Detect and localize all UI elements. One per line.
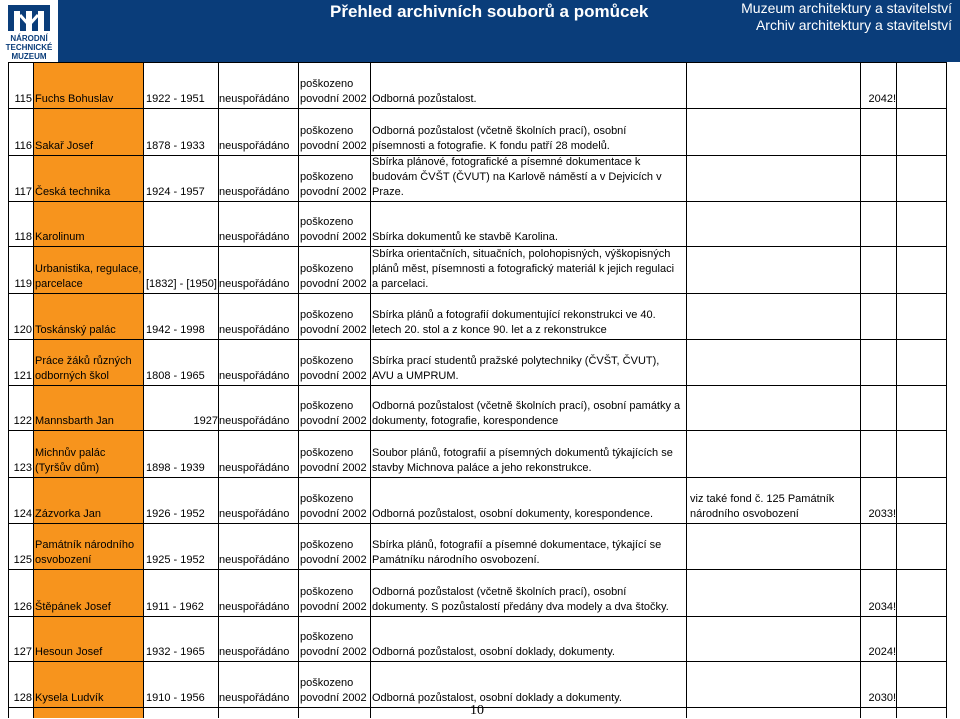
reference-code: 2042! — [868, 93, 896, 105]
damage-note: poškozeno povodní 2002 — [300, 309, 367, 336]
record-years: 1878 - 1933 — [146, 140, 205, 152]
record-years: 1898 - 1939 — [146, 462, 205, 474]
record-description: Sbírka prací studentů pražské polytechniky (ČVŠT, ČVUT), AVU a UMPRUM. — [372, 355, 660, 382]
record-description: Odborná pozůstalost (včetně školních prací), osobní dokumenty. S pozůstalostí předány dva modely a dva štočky. — [372, 586, 669, 613]
ntm-logo-icon — [6, 3, 52, 33]
damage-note: poškozeno povodní 2002 — [300, 78, 367, 105]
damage-note: poškozeno povodní 2002 — [300, 171, 367, 198]
record-description: Sbírka dokumentů ke stavbě Karolina. — [372, 231, 558, 243]
record-years: 1942 - 1998 — [146, 324, 205, 336]
processing-status: neuspořádáno — [219, 415, 290, 427]
processing-status: neuspořádáno — [219, 370, 290, 382]
processing-status: neuspořádáno — [219, 186, 290, 198]
damage-note: poškozeno povodní 2002 — [300, 263, 367, 290]
institution-name — [741, 0, 952, 34]
record-description: Sbírka plánové, fotografické a písemné dokumentace k budovám ČVŠT (ČVUT) na Karlově náměstí a v Dejvicích v Praze. — [372, 156, 662, 198]
record-name: Práce žáků různých odborných škol — [35, 355, 132, 382]
record-years: 1924 - 1957 — [146, 186, 205, 198]
table-row — [0, 385, 960, 430]
table-row — [0, 108, 960, 155]
record-name: Fuchs Bohuslav — [35, 93, 114, 105]
row-number: 127 — [13, 646, 32, 658]
row-number: 124 — [13, 508, 32, 520]
damage-note: poškozeno povodní 2002 — [300, 447, 367, 474]
table-row — [0, 293, 960, 339]
record-years: [1832] - [1950] — [146, 278, 217, 290]
damage-note: poškozeno povodní 2002 — [300, 586, 367, 613]
record-description: Sbírka plánů a fotografií dokumentující rekonstrukci ve 40. letech 20. stol a z konce 90. let a z rekonstrukce — [372, 309, 656, 336]
record-years: 1910 - 1956 — [146, 692, 205, 704]
institution-line-2: Archiv architektury a stavitelství — [755, 17, 952, 33]
record-years: 1932 - 1965 — [146, 646, 205, 658]
record-years: 1922 - 1951 — [146, 93, 205, 105]
record-description: Odborná pozůstalost, osobní dokumenty, korespondence. — [372, 508, 654, 520]
record-description: Soubor plánů, fotografií a písemných dokumentů týkajících se stavby Michnova paláce a jeho rekonstrukce. — [372, 447, 673, 474]
record-name: Toskánský palác — [35, 324, 116, 336]
table-row — [0, 201, 960, 246]
damage-note: poškozeno povodní 2002 — [300, 125, 367, 152]
damage-note: poškozeno povodní 2002 — [300, 355, 367, 382]
record-years: 1925 - 1952 — [146, 554, 205, 566]
institution-line-1: Muzeum architektury a stavitelství — [741, 0, 952, 16]
logo-line-1: NÁRODNÍ — [10, 34, 48, 43]
row-number: 125 — [13, 554, 32, 566]
processing-status: neuspořádáno — [219, 554, 290, 566]
record-description: Sbírka plánů, fotografií a písemné dokumentace, týkající se Památníku národního osvobození. — [372, 539, 662, 566]
processing-status: neuspořádáno — [219, 646, 290, 658]
record-description: Odborná pozůstalost, osobní doklady, dokumenty. — [372, 646, 615, 658]
logo-line-3: MUZEUM — [11, 52, 47, 61]
table-row — [0, 661, 960, 707]
row-number: 116 — [14, 140, 32, 152]
record-years: 1808 - 1965 — [146, 370, 205, 382]
table-row — [0, 430, 960, 477]
logo-line-2: TECHNICKÉ — [5, 43, 53, 52]
row-number: 117 — [14, 186, 32, 198]
record-name: Mannsbarth Jan — [35, 415, 114, 427]
processing-status: neuspořádáno — [219, 140, 290, 152]
processing-status: neuspořádáno — [219, 278, 290, 290]
record-description: Odborná pozůstalost (včetně školních prací), osobní památky a dokumenty, fotografie, korespondence — [372, 400, 681, 427]
cross-reference-note: viz také fond č. 125 Památník národního osvobození — [690, 493, 835, 520]
damage-note: poškozeno povodní 2002 — [300, 539, 367, 566]
damage-note: poškozeno povodní 2002 — [300, 677, 367, 704]
row-number: 120 — [13, 324, 32, 336]
record-description: Odborná pozůstalost (včetně školních prací), osobní písemnosti a fotografie. K fondu patří 28 modelů. — [372, 125, 627, 152]
reference-code: 2030! — [868, 692, 896, 704]
record-name: Urbanistika, regulace, parcelace — [35, 263, 142, 290]
table-row — [0, 523, 960, 569]
table-row — [0, 339, 960, 385]
record-name: Kysela Ludvík — [35, 692, 104, 704]
table-row — [0, 155, 960, 201]
processing-status: neuspořádáno — [219, 324, 290, 336]
record-years: 1926 - 1952 — [146, 508, 205, 520]
record-name: Hesoun Josef — [35, 646, 103, 658]
table-row — [0, 246, 960, 293]
row-number: 126 — [13, 601, 32, 613]
record-years: 1927 — [193, 415, 218, 427]
row-number: 119 — [14, 278, 32, 290]
ntm-logo — [0, 0, 58, 62]
table-row — [0, 477, 960, 523]
record-name: Památník národního osvobození — [35, 539, 135, 566]
record-description: Odborná pozůstalost, osobní doklady a dokumenty. — [372, 692, 622, 704]
page-header — [0, 0, 960, 62]
record-name: Michnův palác (Tyršův dům) — [35, 447, 106, 474]
record-name: Zázvorka Jan — [35, 508, 102, 520]
record-name: Sakař Josef — [35, 140, 94, 152]
table-row — [0, 616, 960, 661]
record-description: Odborná pozůstalost. — [372, 93, 477, 105]
processing-status: neuspořádáno — [219, 692, 290, 704]
damage-note: poškozeno povodní 2002 — [300, 493, 367, 520]
processing-status: neuspořádáno — [219, 462, 290, 474]
row-number: 123 — [13, 462, 32, 474]
record-name: Česká technika — [35, 186, 111, 198]
row-number: 118 — [14, 231, 32, 243]
processing-status: neuspořádáno — [219, 508, 290, 520]
page-title: Přehled archivních souborů a pomůcek — [330, 2, 649, 21]
record-description: Sbírka orientačních, situačních, polohopisných, výškopisných plánů měst, písemnosti a fotografický materiál k jejich regulaci a parcelaci. — [372, 248, 675, 290]
record-name: Karolinum — [35, 231, 85, 243]
reference-code: 2024! — [868, 646, 896, 658]
reference-code: 2033! — [868, 508, 896, 520]
processing-status: neuspořádáno — [219, 601, 290, 613]
damage-note: poškozeno povodní 2002 — [300, 216, 367, 243]
row-number: 121 — [13, 370, 32, 382]
table-row — [0, 62, 960, 108]
row-number: 115 — [14, 93, 32, 105]
damage-note: poškozeno povodní 2002 — [300, 400, 367, 427]
row-number: 122 — [13, 415, 32, 427]
processing-status: neuspořádáno — [219, 93, 290, 105]
processing-status: neuspořádáno — [219, 231, 290, 243]
record-name: Štěpánek Josef — [35, 601, 111, 613]
row-number: 128 — [13, 692, 32, 704]
damage-note: poškozeno povodní 2002 — [300, 631, 367, 658]
reference-code: 2034! — [868, 601, 896, 613]
record-years: 1911 - 1962 — [146, 601, 204, 613]
page-number: 10 — [470, 703, 484, 718]
table-row — [0, 569, 960, 616]
